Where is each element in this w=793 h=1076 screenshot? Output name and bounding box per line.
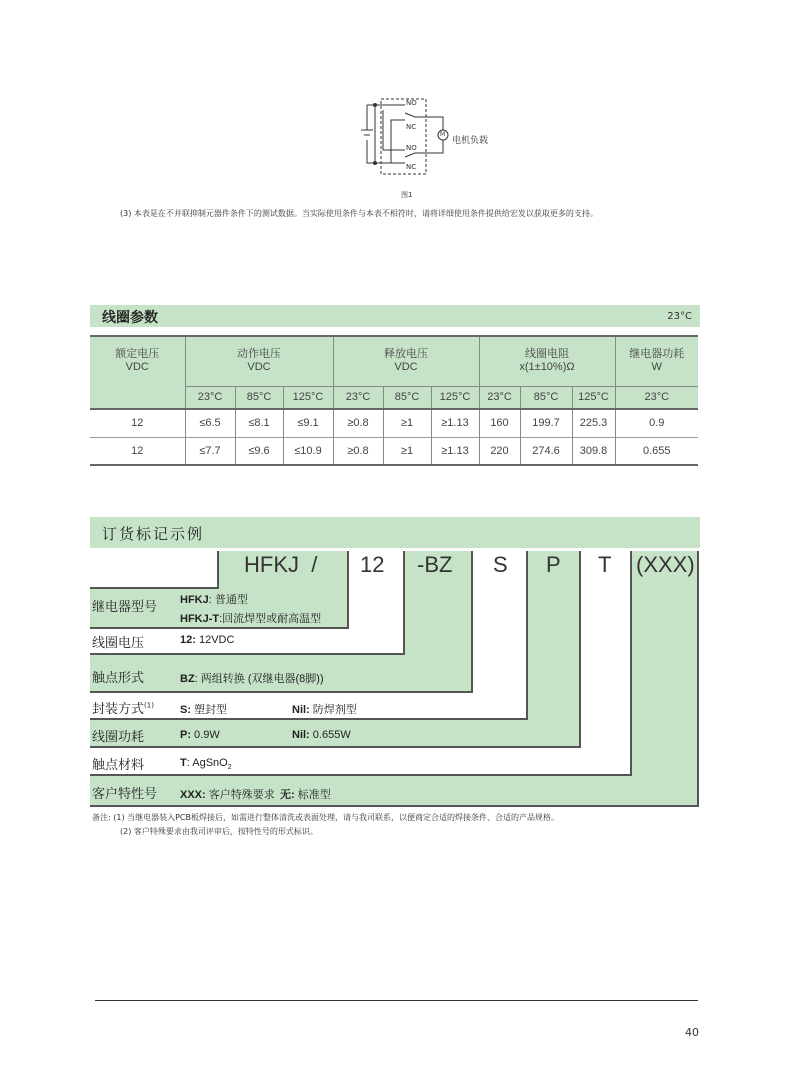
note-3: (3) 本表是在不并联抑制元器件条件下的测试数据。当实际使用条件与本表不相符时，请将详细使用条件提供给宏发以获取更多的支持。 <box>120 209 598 218</box>
coil-section-title: 线圈参数 <box>102 310 158 326</box>
nc-label-1: NC <box>406 123 417 131</box>
order-note-2: (2) 客户特殊要求由我司评审后，按特性号的形式标识。 <box>120 827 318 836</box>
header-pickup-voltage: 动作电压 VDC <box>185 336 333 386</box>
coil-table <box>90 335 698 466</box>
row-value: 12: 12VDC <box>180 634 235 646</box>
row-value: HFKJ: 普通型 <box>180 594 248 606</box>
nc-label-2: NC <box>406 163 417 171</box>
row-value: XXX: 客户特殊要求 <box>180 789 275 801</box>
subheader: 23°C <box>479 386 520 409</box>
subheader: 85°C <box>235 386 283 409</box>
row-value: P: 0.9W <box>180 729 220 741</box>
table-row: 12 ≤7.7 ≤9.6 ≤10.9 ≥0.8 ≥1 ≥1.13 220 274.6 309.8 0.655 <box>90 437 698 465</box>
code-voltage: 12 <box>360 552 385 577</box>
subheader: 125°C <box>431 386 479 409</box>
row-label: 线圈功耗 <box>92 730 145 745</box>
subheader: 85°C <box>383 386 431 409</box>
header-power: 继电器功耗 W <box>615 336 698 386</box>
row-label: 客户特性号 <box>92 787 158 802</box>
order-section-header <box>90 517 700 548</box>
row-value: BZ: 两组转换 (双继电器(8脚)) <box>180 673 324 685</box>
row-label: 继电器型号 <box>92 600 158 615</box>
subheader: 125°C <box>283 386 333 409</box>
coil-section-header <box>90 305 700 327</box>
code-power: P <box>546 552 561 577</box>
header-coil-resistance: 线圈电阻 x(1±10%)Ω <box>479 336 615 386</box>
header-rated-voltage: 额定电压 VDC <box>90 336 185 409</box>
coil-temp: 23°C <box>667 311 692 322</box>
table-row: 12 ≤6.5 ≤8.1 ≤9.1 ≥0.8 ≥1 ≥1.13 160 199.7 225.3 0.9 <box>90 409 698 437</box>
subheader: 23°C <box>185 386 235 409</box>
header-release-voltage: 释放电压 VDC <box>333 336 479 386</box>
subheader: 125°C <box>572 386 615 409</box>
row-value: S: 塑封型 <box>180 704 228 716</box>
motor-symbol: M <box>440 131 446 138</box>
row-value: T: AgSnO$_2$ <box>180 757 232 772</box>
code-material: T <box>598 552 612 577</box>
subheader: 85°C <box>520 386 572 409</box>
order-note-1: 备注: (1) 当继电器装入PCB板焊接后，如需进行整体清洗或表面处理，请与我司联系，以便商定合适的焊接条件、合适的产品规格。 <box>92 813 560 822</box>
code-contact: -BZ <box>417 552 453 577</box>
figure-caption: 图1 <box>401 191 413 199</box>
row-value: Nil: 防焊剂型 <box>292 704 357 716</box>
code-series: HFKJ / <box>244 552 318 577</box>
row-label: 触点形式 <box>92 671 145 686</box>
footer-divider <box>95 1000 698 1001</box>
no-label-1: NO <box>406 99 417 107</box>
subheader: 23°C <box>615 386 698 409</box>
row-label: 触点材料 <box>92 758 145 773</box>
row-value: HFKJ-T:回流焊型或耐高温型 <box>180 613 322 625</box>
row-value: 无: 标准型 <box>280 789 331 801</box>
motor-load-label: 电机负载 <box>452 136 489 146</box>
code-custom: (XXX) <box>636 552 695 577</box>
row-label: 封装方式$^{(1)}$ <box>92 701 154 717</box>
subheader: 23°C <box>333 386 383 409</box>
row-label: 线圈电压 <box>92 636 145 651</box>
no-label-2: NO <box>406 144 417 152</box>
order-section-title: 订货标记示例 <box>102 525 205 543</box>
code-package: S <box>493 552 508 577</box>
page-number: 40 <box>685 1026 699 1039</box>
row-value: Nil: 0.655W <box>292 729 351 741</box>
